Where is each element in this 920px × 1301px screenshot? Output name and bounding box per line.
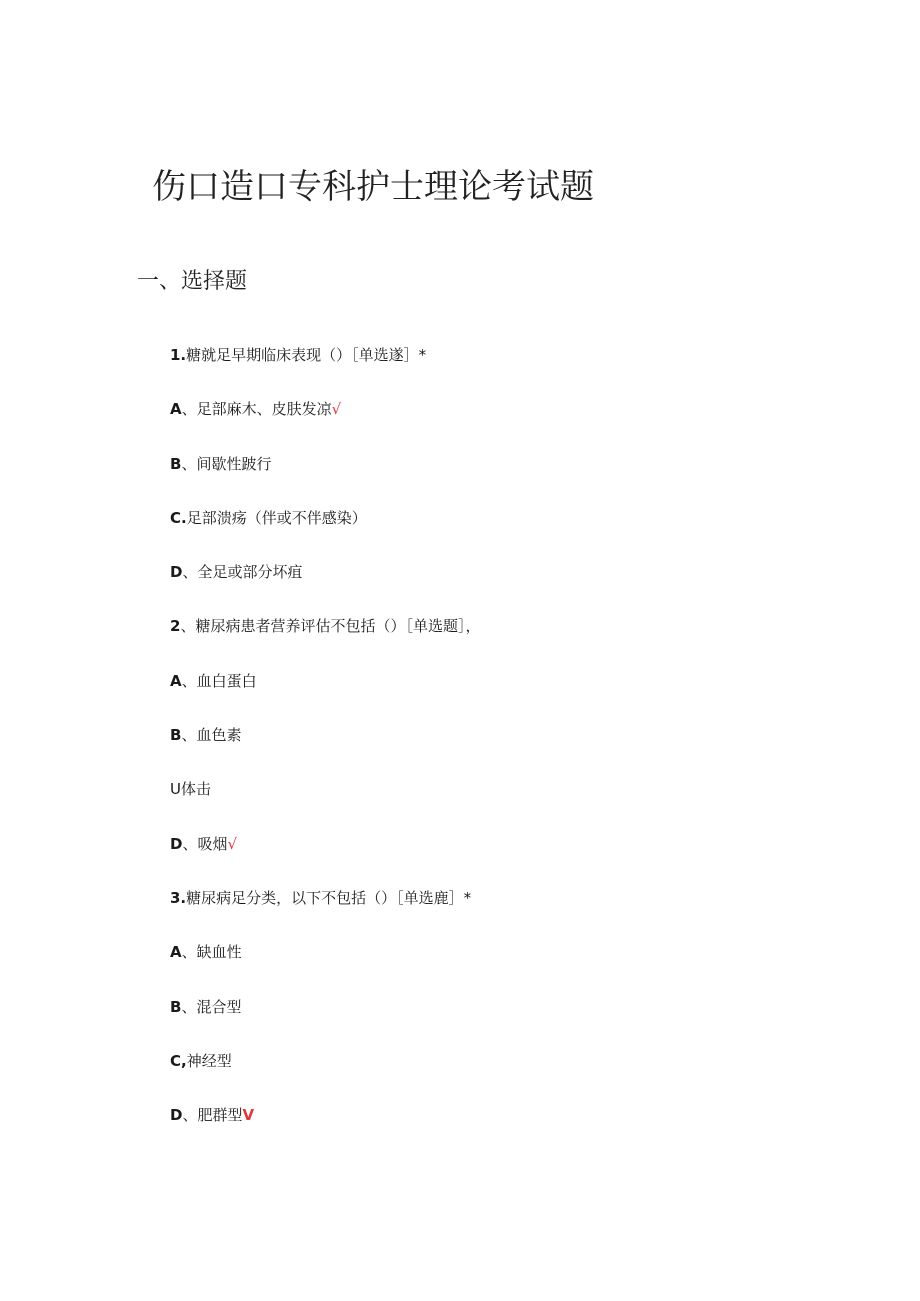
question-1-option-d (170, 545, 480, 599)
question-number: 1. (170, 346, 187, 364)
option-text: 、全足或部分坏疽 (182, 563, 303, 582)
document-title: 伤口造口专科护士理论考试题 (152, 167, 594, 207)
answer-check-mark: √ (227, 834, 238, 853)
section-heading: 一、选择题 (137, 269, 248, 294)
question-2-option-b (170, 708, 480, 762)
question-1-option-a (170, 382, 480, 436)
option-letter: B (170, 997, 182, 1016)
question-3-option-a (170, 925, 480, 979)
question-2-option-d (170, 817, 480, 871)
question-number: 2 (170, 617, 181, 636)
option-letter: C, (170, 1051, 187, 1070)
question-text: 、糖尿病患者营养评估不包括（）［单选题］， (180, 617, 481, 636)
option-letter: C. (170, 508, 187, 527)
option-letter: D (170, 563, 183, 582)
answer-check-mark: V (242, 1106, 255, 1125)
option-text: 、血白蛋白 (181, 671, 257, 690)
question-1-option-c (170, 491, 480, 545)
answer-check-mark: √ (331, 400, 342, 419)
option-text: U体击 (170, 780, 211, 799)
option-text: 、间歇性跛行 (181, 454, 272, 473)
option-letter: D (170, 834, 183, 853)
option-letter: B (170, 454, 182, 473)
option-text: 、血色素 (181, 726, 242, 745)
option-letter: A (170, 671, 182, 690)
question-3-option-c (170, 1034, 480, 1088)
option-text: 足部溃疡（伴或不伴感染） (186, 508, 367, 527)
option-letter: A (170, 400, 182, 419)
question-3-option-b (170, 980, 480, 1034)
option-text: 神经型 (186, 1051, 232, 1070)
question-2-option-a (170, 654, 480, 708)
option-text: 、足部麻木、皮肤发凉 (181, 400, 332, 419)
option-letter: B (170, 726, 182, 745)
option-letter: D (170, 1106, 183, 1125)
question-1-stem (170, 328, 480, 382)
question-text: 糖就足早期临床表现（）［单选遂］* (186, 346, 427, 364)
question-3-option-d (170, 1088, 480, 1142)
question-list (170, 328, 480, 1142)
question-2-option-c (170, 762, 480, 816)
question-text: 糖尿病足分类，以下不包括（）［单选鹿］* (186, 888, 472, 907)
option-text: 、缺血性 (181, 943, 242, 962)
question-number: 3. (170, 888, 187, 907)
option-text: 、肥群型 (182, 1106, 243, 1125)
question-3-stem (170, 871, 480, 925)
option-text: 、混合型 (181, 997, 242, 1016)
question-2-stem (170, 599, 480, 653)
option-letter: A (170, 943, 182, 962)
question-1-option-b (170, 437, 480, 491)
option-text: 、吸烟 (182, 834, 228, 853)
